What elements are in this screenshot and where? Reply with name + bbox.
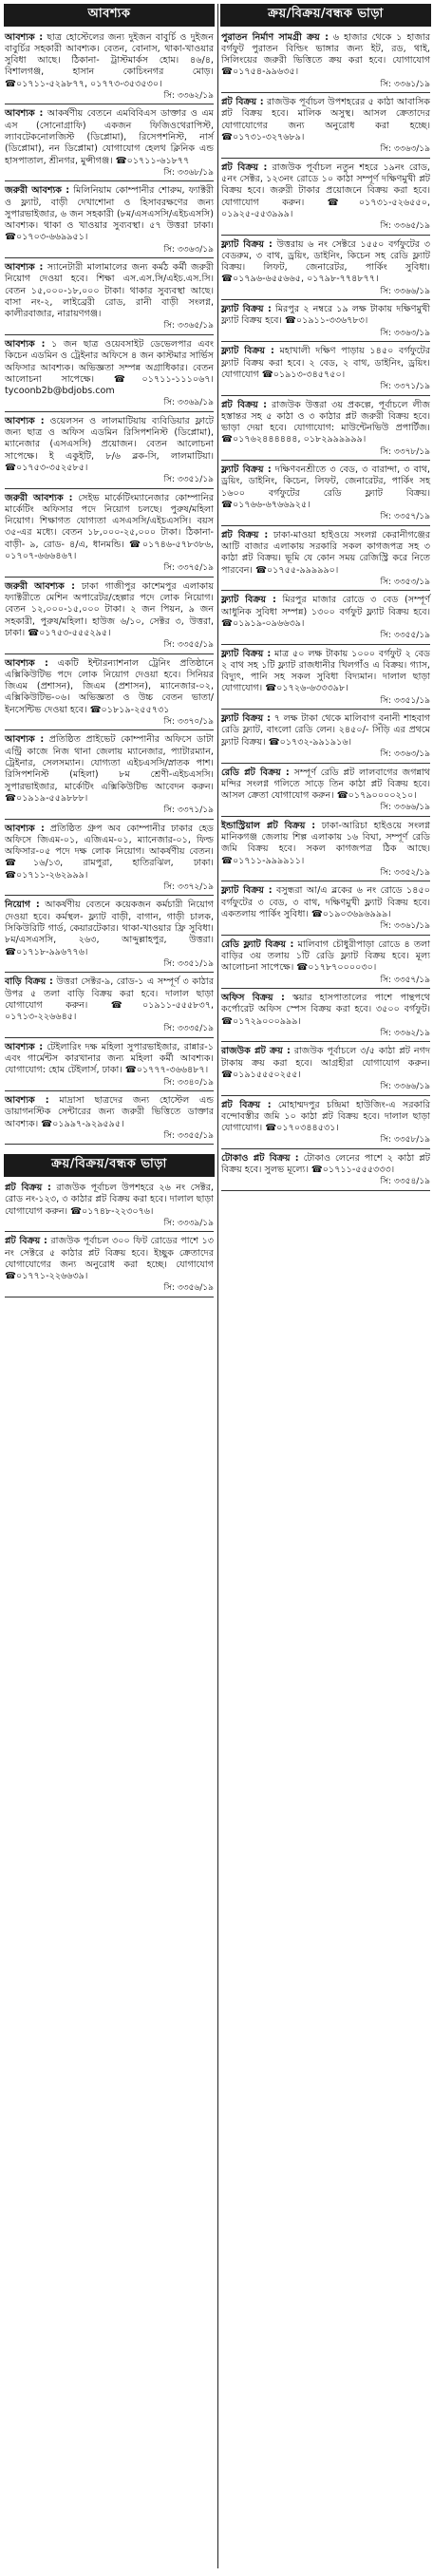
ad-reference-code: সি: ৩৩৫১/১৯ — [163, 475, 214, 485]
classified-ad — [4, 734, 215, 819]
ad-heading: আবশ্যক : — [5, 823, 45, 834]
classified-ad — [220, 464, 431, 526]
ad-heading: রাজউক প্লট ক্রয় : — [221, 1046, 291, 1057]
ad-divider — [221, 1148, 430, 1149]
ad-text — [5, 1095, 214, 1130]
ad-reference-code: সি: ৩৩৫৭/১৯ — [380, 512, 430, 522]
ad-heading: আবশ্যক : — [5, 1095, 49, 1107]
classified-ad — [4, 1095, 215, 1145]
ad-reference-code: সি: ৩৩৬৬/১৯ — [380, 286, 430, 296]
ad-heading: জরুরী আবশ্যক : — [5, 580, 75, 592]
ad-text — [5, 32, 214, 90]
ad-reference-code: সি: ৩৩৭১/১৯ — [163, 805, 214, 816]
ad-body: একটি ইন্টারন্যাশনাল ট্রেনিং প্রতিষ্ঠানে এক্সিকিউটিভ পদে লোক নিয়োগ দেওয়া হবে। সিনিয়র জিএম (প্রশাসন), জিএম (প্রশাসন), ম্যানেজার-০২, এক্সিকিউটিভ-০৬। অভিজ্ঞতা ও উচ্চ বেতন ভাতা/ইনসেন্টিভ দেওয়া হবে। ☎০১৮১৯-২৫৫৭৩১ — [5, 657, 214, 715]
ad-body: উত্তরা সেক্টর-৯, রোড-১ এ সম্পূর্ণ ৩ কাঠার উপর ৫ তলা বাড়ি বিক্রয় করা হবে। দালাল ছাড়া যোগাযোগ করুন। ☎০১৯১১-৫৫৫৮৩৭, ০১৭১৩-২২৬৬৪৫। — [5, 976, 214, 1023]
ad-heading: আবশ্যক : — [5, 734, 45, 746]
ad-text — [221, 595, 430, 630]
ad-heading: ফ্ল্যাট বিক্রয় : — [221, 885, 273, 897]
ad-heading: আবশ্যক : — [5, 31, 44, 43]
ad-text — [221, 32, 430, 79]
ad-divider — [221, 590, 430, 591]
ad-reference-code: সি: ৩৩৬৬/১৯ — [380, 1082, 430, 1092]
ad-text — [5, 185, 214, 243]
ad-body: মোহাম্মদপুর চন্দ্রিমা হাউজিং-এ সরকারি বন্দোবস্তীর জমি ১০ কাঠা প্লট বিক্রয় হবে। দালাল ছাড়া যোগাযোগ। ☎০১৭০৩৪৪৫৩১। — [221, 1099, 430, 1134]
ad-reference-code: সি: ৩৩৫৫/১৯ — [380, 631, 430, 641]
ad-text — [5, 1183, 214, 1218]
ad-reference-code: সি: ৩৩৬৬/১৯ — [380, 803, 430, 813]
ad-body: প্রতিষ্ঠিত গ্রুপ অব কোম্পানীর ঢাকার হেড অফিসে জিএম-০১, এজিএম-০১, ম্যানেজার-০১, ফিল্ড অফিসার-০৫ পদে দক্ষ লোক নিয়োগ। আকর্ষণীয় বেতন। ☎১৬/১৩, রামপুরা, হাতিরঝিল, ঢাকা। ☎০১৭১১-২৬২৯৯৯। — [5, 823, 214, 881]
ad-divider — [221, 92, 430, 93]
ad-text — [221, 1153, 430, 1177]
ad-heading: আবশ্যক : — [5, 415, 45, 426]
classified-ad — [4, 1042, 215, 1091]
ad-divider — [5, 729, 214, 730]
ad-body: মিরপুর মাজার রোডে ৩ বেড (সম্পূর্ণ আধুনিক সুবিধা সম্পন্ন) ১৩০০ বর্গফুট ফ্ল্যাট বিক্রয় হবে। ☎০১৯১৯-০৯৬৬৩৯। — [221, 595, 430, 629]
ad-body: ছাত্র হোস্টেলের জন্য দুইজন বাবুর্চি ও দুইজন বাবুর্চির সহকারী আবশ্যক। বেতন, বোনাস, থাকা-খাওয়ার সুবিধা আছে। ঠিকানা- ট্রাস্টমার্কস হোম। ৪৬/৪, বিশালগঞ্জ, হাসান কোচিংনগর মোড়। ☎০১৭১১-৫২৯৮৭৭, ০১৭৭৩-৩৫৩৫৩০। — [5, 31, 214, 89]
classified-ad — [4, 185, 215, 258]
ad-body: বসুন্ধরা আ/এ ব্লকের ৬ নং রোডে ১৪৫০ বর্গফুটের ৩ বেড, ৩ বাথ, দক্ষিণমুখী ফ্ল্যাট বিক্রয় হবে। একতলায় পার্কিং সুবিধা। ☎০১৯০৩৬৯৬৯৯৯। — [221, 885, 430, 919]
ad-heading: রেডি ফ্ল্যাট বিক্রয় : — [221, 938, 294, 950]
ad-reference-code: সি: ৩৩৫৮/১৯ — [380, 1135, 430, 1146]
ad-body: মিরপুর ২ নম্বরে ১৯ লক্ষ টাকায় দক্ষিণমুখী ফ্ল্যাট বিক্রয় হবে। ☎০১৯১১-৩৩৬৭৮৩। — [221, 304, 430, 327]
ad-divider — [5, 972, 214, 973]
ad-text — [221, 821, 430, 867]
ad-divider — [5, 1144, 214, 1145]
classified-ad — [220, 530, 431, 592]
right-column — [220, 4, 431, 1195]
ad-heading: জরুরী আবশ্যক : — [5, 185, 70, 197]
ad-divider — [221, 395, 430, 396]
ad-heading: আবশ্যক : — [5, 1041, 44, 1052]
ad-text — [5, 900, 214, 957]
ad-reference-code: সি: ৩৩৬৫/১৯ — [380, 221, 430, 232]
ad-heading: জরুরী আবশ্যক : — [5, 492, 73, 503]
ad-body: টোকাও লেনের পাশে ২ কাঠা প্লট বিক্রয় হবে। সুলভ মূল্যে। ☎০১৭১১-৫৫৫৩৩৩। — [221, 1152, 430, 1176]
ad-reference-code: সি: ৩৩৫৭/১৯ — [380, 975, 430, 985]
ad-divider — [221, 1095, 430, 1096]
ad-body: ঢাকা-আরিচা হাইওয়ে সংলগ্ন মানিকগঞ্জ জেলায় শিল্প এলাকায় ১৬ বিঘা, সম্পূর্ণ রেডি জমি বিক্রয় হবে। সকল কাগজপত্র ঠিক আছে। ☎০১৭১১-৯৯৯৯১১। — [221, 820, 430, 866]
ad-heading: আবশ্যক : — [5, 262, 44, 274]
ad-body: ঢাকা গাজীপুর কাশেমপুর এলাকায় ফ্যাক্টরীতে মেশিন অপারেটর/হেল্পার পদে লোক নিয়োগ। বেতন ১২,০০০-১৫,০০০ টাকা। ২ জন পিয়ন, ৯ জন সহকারী, পুরুষ/মহিলা। হাউজ ৬/১০, সেক্টর ৩, উত্তরা, ঢাকা। ☎০১৭৫৩-৫৫৫২৯৫। — [5, 580, 214, 638]
ad-text — [221, 400, 430, 446]
ad-divider — [5, 488, 214, 489]
ad-text — [221, 97, 430, 143]
ad-text — [5, 581, 214, 639]
ad-reference-code: সি: ৩৩৫১/১৯ — [163, 958, 214, 969]
ad-text — [5, 416, 214, 474]
ad-heading: প্লট বিক্রয় : — [221, 1099, 272, 1110]
ad-text — [221, 1100, 430, 1135]
ad-body: সম্পূর্ণ রেডি প্লট লালবাগের জগন্নাথ মন্দির সংলগ্ন গলিতে সাড়ে তিন কাঠা প্লট বিক্রয় হবে। আসল ক্রেতা যোগাযোগ করুন। ☎০১৭৯০০০০২১০। — [221, 767, 430, 802]
ad-heading: প্লট বিক্রয় : — [221, 97, 264, 108]
ad-text — [221, 767, 430, 803]
ad-reference-code: সি: ৩৩৬২/১৯ — [163, 90, 214, 101]
ad-reference-code: সি: ৩৩৪০/১৯ — [163, 1077, 214, 1088]
ad-body: প্রতিষ্ঠিত প্রাইভেট কোম্পানীর অফিসে ডাটা এন্ট্রি কাজে নিজ থানা জেলায় ম্যানেজার, প্যাটারম্যান, ট্রেইনার, সেলসম্যান। যোগ্যতা এইচএসসি/স্নাতক পাশ। রিসিপশনিস্ট (মহিলা) ৮ম শ্রেণী-এইচএসসি। সুপারভাইজার, মার্কেটিং এক্সিকিউটিভ আবেদন করুন। ☎০১৯১৯-৫৫৯৮৮৮। — [5, 734, 214, 804]
ad-body: উত্তরায় ৬ নং সেক্টরে ১৫৫০ বর্গফুটের ৩ বেডরুম, ৩ বাথ, ড্রয়িং, ডাইনিং, কিচেন সহ রেডি ফ্ল্যাট বিক্রয়। লিফট, জেনারেটর, পার্কিং সুবিধা। ☎০১৭৯৬-৬৫৫৬৬৫, ০১৭৯৮-৭৭৪৮৭৭। — [221, 238, 430, 285]
ad-heading: প্লট বিক্রয় : — [221, 161, 268, 173]
ad-divider — [5, 819, 214, 820]
classified-ad — [220, 649, 431, 710]
ad-text — [5, 1236, 214, 1282]
ad-text — [221, 993, 430, 1028]
ad-heading: প্লট বিক্রয় : — [221, 529, 269, 540]
ad-body: মহাখালী দক্ষিণ পাড়ায় ১৪৫০ বর্গফুটের ফ্ল্যাট বিক্রয় করা হবে। ২ বেড, ২ বাথ, ডাইনিং, ড্রয়িং। যোগাযোগ ☎০১৯১৩-৩৪৫৭৫০। — [221, 346, 430, 380]
ad-text — [221, 885, 430, 920]
ad-text — [221, 649, 430, 695]
ad-body: রাজউক পূর্বাচল ৩০০ ফিট রোডের পাশে ১৩ নং সেক্টরে ৫ কাঠার প্লট বিক্রয় হবে। ইচ্ছুক ক্রেতাদের যোগাযোগের জন্য অনুরোধ করা হচ্ছে। যোগাযোগ ☎০১৭৭১-২২৬৬৩৯। — [5, 1236, 214, 1282]
ad-divider — [5, 411, 214, 412]
ad-reference-code: সি: ৩৩৫৪/১৯ — [380, 1177, 430, 1187]
ad-divider — [221, 158, 430, 159]
ad-body: ঢাকা-মাওয়া হাইওয়ে সংলগ্ন কেরানীগঞ্জের আটি বাজার এলাকায় সরকারি সকল কাগজপত্র সহ ৩ কাঠা প্লট বিক্রয়। ভূমি যে কোন সময় রেজিস্ট্রি করে নিতে পারবেন। ☎০১৭৫৫-৯৯৯৯৯০। — [221, 529, 430, 576]
classified-ad — [4, 976, 215, 1038]
ad-divider — [221, 644, 430, 645]
ad-text — [5, 824, 214, 881]
ad-text — [221, 713, 430, 748]
ad-heading: ফ্ল্যাট বিক্রয় : — [221, 304, 272, 315]
ad-reference-code: সি: ৩৩৭৮/১৯ — [380, 446, 430, 457]
ad-text — [221, 239, 430, 286]
ad-text — [221, 346, 430, 381]
ad-reference-code: সি: ৩৩৬২/১৯ — [380, 1028, 430, 1038]
classified-ad — [220, 346, 431, 395]
ad-heading: ফ্ল্যাট বিক্রয় : — [221, 648, 272, 659]
classified-ad — [4, 824, 215, 897]
ad-heading: প্লট বিক্রয় : — [5, 1236, 47, 1247]
sale-ads-list-right — [220, 32, 431, 1191]
wanted-ads-list — [4, 32, 215, 1146]
classified-ad — [220, 304, 431, 342]
ad-text — [221, 304, 430, 328]
ad-text — [5, 108, 214, 166]
ad-divider — [221, 763, 430, 764]
ad-body: টেইলারিং দক্ষ মহিলা সুপারভাইজার, রান্নার-১ এবং গার্মেন্টস কারখানার জন্য মহিলা কর্মী আবশ্যক। যোগাযোগ: হোম টেইলার্স, ঢাকা। ☎০১৭৭৭-৩৬৬৪৮৭। — [5, 1041, 214, 1076]
ad-reference-code: সি: ৩৩৬৯/১৯ — [163, 398, 214, 408]
ad-text — [221, 464, 430, 511]
ad-reference-code: সি: ৩৩৩৫/১৯ — [163, 1024, 214, 1034]
ad-reference-code: সি: ৩৩৭৫/১৯ — [163, 563, 214, 574]
classified-ad — [220, 939, 431, 989]
ad-divider — [5, 334, 214, 335]
ad-heading: ফ্ল্যাট বিক্রয় : — [221, 464, 272, 476]
classified-ad — [220, 993, 431, 1042]
ad-text — [5, 262, 214, 320]
classified-ad — [220, 713, 431, 763]
ad-divider — [221, 341, 430, 342]
ad-body: আকর্ষণীয় বেতনে এমবিবিএস ডাক্তার ও এম এস (সোনোগ্রাফি) একজন ফিজিওথেরাপিস্ট, ল্যাবটেকনোলজিস্ট (ডিপ্লোমা), রিসেপশনিস্ট, নার্স (ডিপ্লোমা), নন ডিপ্লোমা) যোগাযোগ হেলথ ক্লিনিক এন্ড হাসপাতাল, শ্রীনগর, মুন্সীগঞ্জ। ☎০১৭১১-৬১৮৭৭ — [5, 108, 214, 166]
ad-heading: ফ্ল্যাট বিক্রয় : — [221, 595, 276, 606]
ad-divider — [5, 577, 214, 578]
classified-ad — [4, 581, 215, 654]
ad-heading: আবশ্যক : — [5, 108, 44, 120]
ad-heading: ফ্ল্যাট বিক্রয় : — [221, 238, 273, 250]
ad-divider — [5, 1037, 214, 1038]
ad-divider — [221, 816, 430, 817]
ad-heading: আবশ্যক : — [5, 339, 46, 350]
ad-body: ওয়েলসন ও লালমাটিয়ায় ব্যবিডিয়ার ফ্লাটে জন্য ছাত্র ও অফিস এডমিন রিসিপশনিস্ট (ডিপ্লোমা), ম্যানেজার (এসএসসি) প্রয়োজন। বেতন আলোচনা সাপেক্ষে। ই একুইটি, ৮/৬ ব্লক-সি, লালমাটিয়া। ☎০১৭৫৩-৩৫২৫৮৫। — [5, 415, 214, 473]
ad-body: ১ জন ছাত্র ওয়েবসাইট ডেভেলপার এবং কিচেন এডমিন ও ট্রেইনার অফিসে ৪ জন কাস্টমার সার্ভিস অফিসার আবশ্যক। অভিজ্ঞতা সম্পন্ন অগ্রাধিকার। বেতন আলোচনা সাপেক্ষে। ☎০১৭১১-১১১০৬৭। tycoonb2b@bdjobs.com — [5, 339, 214, 397]
ad-reference-code: সি: ৩৩৬৮/১৯ — [163, 167, 214, 178]
ad-heading: নিয়োগ : — [5, 900, 40, 911]
ad-body: রাজউক পূর্বাচল উপশহরে ২৬ নং সেক্টর, রোড নং-১২৩, ৩ কাঠার প্লট বিক্রয় করা হবে। দালাল ছাড়া যোগাযোগ করুন। ☎০১৭৪৮-২২৩০৭৬। — [5, 1183, 214, 1217]
ad-divider — [221, 235, 430, 236]
ad-body: মাত্র ৫০ লক্ষ টাকায় ১০০০ বর্গফুট ২ বেড ২ বাথ সহ ১টি ফ্ল্যাট রাজধানীর খিলগাঁও এ বিক্রয়। গ্যাস, বিদ্যুৎ, পানি সহ সকল সুবিধা বিদ্যমান। দালাল ছাড়া যোগাযোগ। ☎০১৭২৬-৬৩৩৩৯৮। — [221, 648, 430, 694]
classified-ad — [4, 658, 215, 731]
ad-heading: টোকাও প্লট বিক্রয় : — [221, 1152, 299, 1164]
ad-body: ৬ হাজার থেকে ১ হাজার বর্গফুট পুরাতন বিল্ডিং ভাঙ্গার জন্য ইট, রড, থাই, সিলিংয়ের জরুরী ভিত্তিতে ক্রয় করা হবে। যোগাযোগ ☎০১৭৫৪-৯৯৬৩৫। — [221, 31, 430, 78]
section-banner-sale-left: ক্রয়/বিক্রয়/বন্ধক ভাড়া — [4, 1154, 215, 1177]
ad-text — [221, 939, 430, 975]
ad-divider — [5, 895, 214, 896]
ad-heading: রেডি প্লট বিক্রয় : — [221, 767, 290, 778]
ad-body: রাজউক পূর্বাচল উপশহরের ৫ কাঠা আবাসিক প্লট বিক্রয় হবে। মালিক অসুস্থ। আসল ক্রেতাদের যোগাযোগের জন্য অনুরোধ করা হচ্ছে। ☎০১৭৩১-৩২৭৬৮৯। — [221, 97, 430, 142]
ad-divider — [221, 709, 430, 710]
ad-reference-code: সি: ৩৩৬৩/১৯ — [380, 144, 430, 155]
classified-ad — [4, 416, 215, 489]
ad-reference-code: সি: ৩৩৫১/১৯ — [380, 695, 430, 706]
ad-reference-code: সি: ৩৩৫৫/১৯ — [163, 1130, 214, 1141]
ad-reference-code: সি: ৩৩৬৩/১৯ — [380, 328, 430, 338]
ad-heading: পুরাতন নির্মাণ সামগ্রী ক্রয় : — [221, 31, 329, 43]
ad-reference-code: সি: ৩৩৭০/১৯ — [163, 716, 214, 727]
ad-divider — [221, 988, 430, 989]
ad-text — [5, 1042, 214, 1077]
ad-reference-code: সি: ৩৩৬১/১৯ — [380, 79, 430, 89]
ad-divider — [221, 299, 430, 300]
classified-ad — [220, 162, 431, 236]
ad-text — [221, 530, 430, 577]
left-column — [4, 4, 215, 1301]
classified-ad — [220, 97, 431, 159]
classified-ad — [4, 108, 215, 181]
ad-heading: ফ্ল্যাট বিক্রয় : — [221, 713, 271, 725]
classified-ad — [220, 239, 431, 301]
ad-reference-code: সি: ৩৩৬১/১৯ — [380, 921, 430, 932]
ad-body: মাদ্রাসা ছাত্রদের জন্য হোস্টেল এন্ড ডায়াগনস্টিক সেন্টারের জন্য জরুরী ভিত্তিতে ডাক্তার আবশ্যক। ☎০১৯৯৭-৯২৯৫৯৫। — [5, 1095, 214, 1129]
classified-ad — [220, 767, 431, 817]
classified-ad — [4, 900, 215, 973]
classified-ad — [220, 400, 431, 462]
sale-ads-list-left — [4, 1183, 215, 1297]
classified-ad — [4, 493, 215, 578]
ad-heading: আবশ্যক : — [5, 657, 48, 669]
ad-body: দক্ষিণবনশ্রীতে ৩ বেড, ৩ বারান্দা, ৩ বাথ, ড্রয়িং, ডাইনিং, কিচেন, লিফট, জেনারেটর, পার্কিং সহ ১৬০০ বর্গফুটের রেডি ফ্ল্যাট বিক্রয়। ☎০১৭৬৬-৬৭৬৬৯২৫। — [221, 464, 430, 510]
ad-divider — [5, 653, 214, 654]
ad-text — [5, 734, 214, 805]
ad-text — [5, 976, 214, 1023]
ad-divider — [5, 180, 214, 181]
ad-reference-code: সি: ৩৩৫৬/১৯ — [163, 1283, 214, 1294]
ad-divider — [221, 1041, 430, 1042]
ad-heading: ফ্ল্যাট বিক্রয় : — [221, 346, 274, 357]
classified-ad — [4, 32, 215, 105]
ad-body: রাজউক উত্তরা ৩য় প্রকল্পে, পূর্বাচলে লীজ হস্তান্তর সহ ৫ কাঠা ও ৩ কাঠার প্লট জরুরী বিক্রয় হবে। ভাড়া দেয়া হবে। যোগাযোগ: মাউন্টেনভিউ প্রপার্টিজ। ☎০১৭৬২৪৪৪৪৪৪, ০১৮২৯৯৯৯৯৯। — [221, 399, 430, 445]
ad-body: মালিবাগ চৌধুরীপাড়া রোডে ৪ তলা বাড়ির ৩য় তলায় ১টি রেডি ফ্ল্যাট বিক্রয় হবে। মূল্য আলোচনা সাপেক্ষে। ☎০১৭৮৭০০০০৩০। — [221, 938, 430, 974]
section-banner-wanted: আবশ্যক — [4, 4, 215, 27]
ad-heading: বাড়ি বিক্রয় : — [5, 976, 53, 988]
ad-reference-code: সি: ৩৩৬৫/১৯ — [163, 321, 214, 331]
ad-body: রাজউক পূর্বাচল নতুন শহরে ১৯নং রোড, ৫নং সেক্টর, ১২৩নং রোডে ১০ কাঠা সম্পূর্ণ দক্ষিণমুখী প্লট বিক্রয় হবে। জরুরী টাকার প্রয়োজনে বিক্রয় করা হবে। যোগাযোগ করুন। ☎০১৭৩১-৫২৬৫৫০, ০১৯২৫-৫৫৩৯৯৯। — [221, 161, 430, 219]
ad-body: আকর্ষণীয় বেতনে কয়েকজন কর্মচারী নিয়োগ দেওয়া হবে। কর্মস্থল- ফ্ল্যাট বাড়ী, বাগান, গাড়ী চালক, সিকিউরিটি গার্ড, কেয়ারটেকার। থাকা-খাওয়ার ফ্রি সুবিধা। ৮ম/এসএসসি, ২৬৩, আব্দুল্লাহপুর, উত্তরা। ☎০১৭১৮-৯৯৬৭৭৬। — [5, 900, 214, 957]
classified-ad — [220, 1046, 431, 1095]
ad-heading: প্লট বিক্রয় : — [5, 1183, 51, 1194]
ad-reference-code: সি: ৩৩৬৩/১৯ — [380, 748, 430, 759]
ad-body: স্কয়ার হাসপাতালের পাশে পান্থপথে কর্পোরেট অফিস স্পেস বিক্রয় করা হবে। ৩৫০০ বর্গফুট। ☎০১৭২৯০০০৯৯৯। — [221, 993, 430, 1027]
ad-body: সেইভ মার্কেটিংম্যানেজার কোম্পানির মার্কেটিং অফিসার পদে নিয়োগ চলছে। পুরুষ/মহিলা নিয়োগ। শিক্ষাগত যোগ্যতা এসএসসি/এইচএসসি। বয়স ৩৫-এর মধ্যে। বেতন ১৮,০০০-২৫,০০০ টাকা। ঠিকানা- বাড়ী- ৯, রোড- ৪/এ, ধানমন্ডি। ☎০১৭৪৬-৫৭৮৩৮৬, ০১৭০৭-৬৬৬৪৬৭। — [5, 492, 214, 562]
ad-text — [5, 493, 214, 563]
ad-divider — [5, 257, 214, 258]
ad-heading: প্লট বিক্রয় : — [221, 399, 267, 410]
classified-ad — [220, 1153, 431, 1191]
ad-text — [5, 658, 214, 716]
ad-text — [221, 162, 430, 220]
ad-divider — [221, 525, 430, 526]
ad-reference-code: সি: ৩৩৭২/১৯ — [163, 881, 214, 892]
classified-ad — [220, 32, 431, 94]
ad-reference-code: সি: ৩৩৫৩/১৯ — [380, 577, 430, 587]
ad-body: মিলিনিয়াম কোম্পানীর শোরুম, ফ্যাক্টরী ও ফ্ল্যাট, বাড়ী দেখাশোনা ও হিসাবরক্ষণের জন্য সুপারভাইজার, ৬ জন সহকারী (৮ম/এসএসসি/এইচএসসি) আবশ্যক। থাকা ও খাওয়ার সুব্যবস্থা। ৫৭ উত্তরা ঢাকা। ☎০১৭০৩-৬৬৯৯৫১। — [5, 185, 215, 243]
ad-body: ৭ লক্ষ টাকা থেকে মালিবাগ বনানী শাহবাগ রেডি ফ্ল্যাট, বাংলো রেডি লেন। ২৪৫০/- সিঁড়ি এর প্রথমে ফ্ল্যাট বিক্রয়। ☎০১৭৩২-৯৯১৯১৬। — [221, 713, 430, 748]
ad-reference-code: সি: ৩৩৬৩/১৯ — [163, 244, 214, 255]
ad-divider — [221, 460, 430, 461]
ad-heading: অফিস বিক্রয় : — [221, 993, 285, 1004]
classified-ad — [4, 1183, 215, 1232]
ad-heading: ইন্ডাস্ট্রিয়াল প্লট বিক্রয় : — [221, 820, 316, 831]
ad-body: রাজউক পূর্বাচলে ৩/৫ কাঠা প্লট নগদ টাকায় ক্রয় করা হবে। আগ্রহীরা যোগাযোগ করুন। ☎০১৯১৫৫৫০২৫৫। — [221, 1046, 430, 1080]
ad-text — [5, 339, 214, 397]
ad-reference-code: সি: ৩৩৫৫/১৯ — [163, 640, 214, 651]
classified-ad — [4, 262, 215, 335]
ad-divider — [5, 1090, 214, 1091]
classified-ad — [220, 595, 431, 644]
ad-text — [221, 1046, 430, 1081]
classified-ad — [4, 1236, 215, 1297]
column-divider — [217, 4, 218, 2568]
classified-ad — [220, 1100, 431, 1149]
ad-body: স্যানেটারী মালামালের জন্য কর্মঠ কর্মী জরুরী নিয়োগ দেওয়া হবে। শিক্ষা এস.এস.সি/এইচ.এস.সি। বেতন ১৫,০০০-১৮,০০০ টাকা। থাকার সুব্যবস্থা আছে। বাসা নং-২, লাইব্রেরী রোড, রানী বাড়ী সংলগ্ন, কালীরবাজার, নারায়ণগঞ্জ। — [5, 262, 214, 320]
ad-divider — [221, 935, 430, 936]
classified-ad — [220, 885, 431, 935]
ad-divider — [5, 1231, 214, 1232]
section-banner-sale-right: ক্রয়/বিক্রয়/বন্ধক ভাড়া — [220, 4, 431, 27]
ad-divider — [221, 1190, 430, 1191]
ad-reference-code: সি: ৩৩৭১/১৯ — [380, 382, 430, 392]
ad-reference-code: সি: ৩৩৩৯/১৯ — [163, 1218, 214, 1228]
classified-ad — [220, 821, 431, 882]
classified-ad — [4, 339, 215, 412]
ad-reference-code: সি: ৩৩৫২/১৯ — [380, 867, 430, 878]
